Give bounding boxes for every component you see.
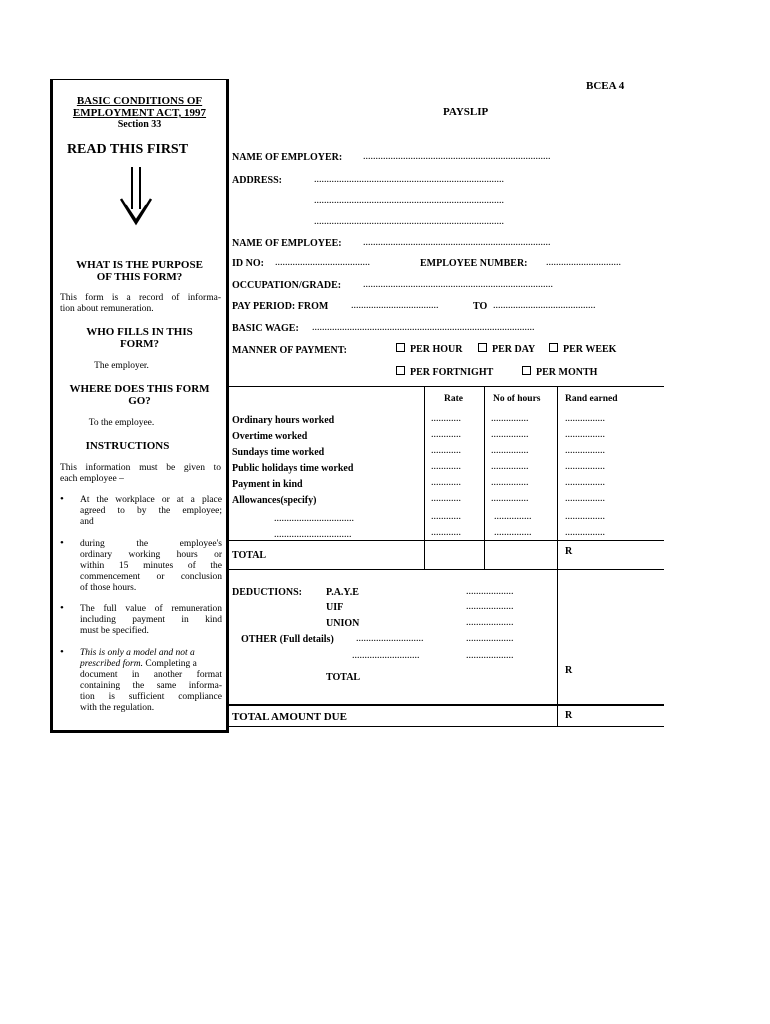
bullet3-line1: The full value of remuneration — [80, 604, 222, 614]
deductions-label: DEDUCTIONS: — [232, 587, 303, 598]
hours-field[interactable]: ............... — [494, 527, 532, 538]
bullet1-line1: At the workplace or at a place — [80, 495, 222, 505]
rate-field[interactable]: ............ — [431, 429, 461, 440]
deduction-other-label: OTHER (Full details) — [241, 634, 334, 645]
hours-field[interactable]: ............... — [491, 477, 529, 488]
rand-field[interactable]: ................ — [565, 477, 605, 488]
hours-field[interactable]: ............... — [491, 461, 529, 472]
manner-of-payment-label: MANNER OF PAYMENT: — [232, 345, 347, 356]
employee-number-field[interactable]: .............................. — [546, 257, 621, 268]
option-per-week-label: PER WEEK — [563, 344, 617, 355]
bullet4-line1: This is only a model and not a — [80, 648, 195, 658]
allowance-field-2[interactable]: ............................... — [274, 529, 352, 540]
rate-field[interactable]: ............ — [431, 527, 461, 538]
purpose-answer-line1: This form is a record of informa- — [60, 293, 221, 303]
earnings-total-label: TOTAL — [232, 550, 267, 561]
hours-field[interactable]: ............... — [491, 429, 529, 440]
deduction-uif-field[interactable]: ................... — [466, 601, 514, 612]
act-title-line1: BASIC CONDITIONS OF — [76, 95, 203, 107]
bullet1-line2: agreed to by the employee; — [80, 506, 222, 516]
occupation-label: OCCUPATION/GRADE: — [232, 280, 342, 291]
checkbox-icon[interactable] — [396, 343, 405, 352]
bullet-icon: • — [60, 602, 64, 614]
bullet-icon: • — [60, 537, 64, 549]
bullet3-line3: must be specified. — [80, 626, 149, 636]
bullet2-line1: during the employee's — [80, 539, 222, 549]
bullet4-line2 — [80, 659, 222, 670]
bullet4-line5: tion is sufficient compliance — [80, 692, 222, 702]
rand-field[interactable]: ................ — [565, 429, 605, 440]
earnings-top-rule — [228, 386, 664, 387]
rate-field[interactable]: ............ — [431, 445, 461, 456]
who-question-line1: WHO FILLS IN THIS — [86, 326, 193, 338]
checkbox-icon[interactable] — [478, 343, 487, 352]
earnings-row-label: Payment in kind — [232, 479, 303, 490]
total-top-rule — [228, 540, 664, 541]
option-per-month[interactable] — [522, 366, 597, 378]
bullet3-line2: including payment in kind — [80, 615, 222, 625]
bullet1-line3: and — [80, 517, 94, 527]
act-section: Section 33 — [117, 119, 162, 130]
instructions-heading: INSTRUCTIONS — [85, 440, 170, 452]
hours-col-rule — [484, 386, 485, 569]
rand-field[interactable]: ................ — [565, 511, 605, 522]
deduction-union-label: UNION — [326, 618, 360, 629]
total-amount-due-currency: R — [565, 710, 573, 721]
rate-col-rule — [424, 386, 425, 569]
pay-period-to-label: TO — [473, 301, 488, 312]
col-rate-header: Rate — [444, 394, 463, 404]
option-per-hour-label: PER HOUR — [410, 344, 463, 355]
deduction-other-amount-2[interactable]: ................... — [466, 650, 514, 661]
id-label: ID NO: — [232, 258, 264, 269]
pay-period-from-field[interactable]: ................................... — [351, 300, 439, 311]
total-amount-due-label: TOTAL AMOUNT DUE — [232, 711, 347, 723]
rand-field[interactable]: ................ — [565, 527, 605, 538]
earnings-total-currency: R — [565, 546, 573, 557]
rand-col-rule — [557, 386, 558, 569]
rate-field[interactable]: ............ — [431, 461, 461, 472]
id-field[interactable]: ...................................... — [275, 257, 370, 268]
rand-field[interactable]: ................ — [565, 413, 605, 424]
hours-field[interactable]: ............... — [491, 413, 529, 424]
allowance-field-1[interactable]: ................................ — [274, 513, 354, 524]
employer-field[interactable]: ........................................................................... — [363, 151, 551, 162]
total-due-top-rule — [228, 704, 664, 706]
bullet4-line3: document in another format — [80, 670, 222, 680]
info-panel — [50, 79, 229, 733]
bullet-icon: • — [60, 493, 64, 505]
address-field-line1[interactable]: ............................................................................ — [314, 174, 504, 185]
deductions-total-currency: R — [565, 665, 573, 676]
basic-wage-label: BASIC WAGE: — [232, 323, 299, 334]
rand-field[interactable]: ................ — [565, 461, 605, 472]
earnings-row-label: Sundays time worked — [232, 447, 325, 458]
option-per-fortnight[interactable] — [396, 366, 493, 378]
employer-label: NAME OF EMPLOYER: — [232, 152, 343, 163]
purpose-question-line1: WHAT IS THE PURPOSE — [76, 259, 203, 271]
rand-field[interactable]: ................ — [565, 445, 605, 456]
hours-field[interactable]: ............... — [494, 511, 532, 522]
basic-wage-field[interactable]: ......................................................................................... — [312, 322, 535, 333]
checkbox-icon[interactable] — [396, 366, 405, 375]
option-per-hour[interactable] — [396, 343, 463, 355]
hours-field[interactable]: ............... — [491, 493, 529, 504]
address-field-line2[interactable]: ............................................................................ — [314, 195, 504, 206]
earnings-row-label: Allowances(specify) — [232, 495, 317, 506]
address-label: ADDRESS: — [232, 175, 283, 186]
double-down-arrow-icon — [119, 165, 153, 229]
deduction-other-amount-1[interactable]: ................... — [466, 633, 514, 644]
occupation-field[interactable]: ............................................................................ — [363, 279, 553, 290]
bullet2-line5: of those hours. — [80, 583, 137, 593]
bullet4-line6: with the regulation. — [80, 703, 155, 713]
instructions-intro-line2: each employee – — [60, 474, 124, 484]
hours-field[interactable]: ............... — [491, 445, 529, 456]
where-answer: To the employee. — [88, 418, 155, 428]
employee-field[interactable]: ........................................................................... — [363, 237, 551, 248]
read-first-heading: READ THIS FIRST — [66, 142, 189, 157]
option-per-day-label: PER DAY — [492, 344, 536, 355]
deduction-other-detail-2[interactable]: ........................... — [352, 650, 420, 661]
form-code: BCEA 4 — [586, 80, 625, 92]
where-question-line1: WHERE DOES THIS FORM — [69, 383, 210, 395]
deductions-total-label: TOTAL — [326, 672, 361, 683]
total-due-bottom-rule — [228, 726, 664, 727]
checkbox-icon[interactable] — [522, 366, 531, 375]
checkbox-icon[interactable] — [549, 343, 558, 352]
purpose-answer-line2: tion about remuneration. — [60, 304, 154, 314]
rate-field[interactable]: ............ — [431, 511, 461, 522]
form-title: PAYSLIP — [443, 106, 489, 118]
col-hours-header: No of hours — [493, 394, 541, 404]
employee-label: NAME OF EMPLOYEE: — [232, 238, 342, 249]
deduction-uif-label: UIF — [326, 602, 344, 613]
bullet-icon: • — [60, 646, 64, 658]
who-question-line2: FORM? — [119, 338, 160, 350]
earnings-row-label: Public holidays time worked — [232, 463, 354, 474]
option-per-day[interactable] — [478, 343, 535, 355]
earnings-row-label: Ordinary hours worked — [232, 415, 335, 426]
rand-field[interactable]: ................ — [565, 493, 605, 504]
option-per-week[interactable] — [549, 343, 616, 355]
bullet2-line4: commencement or conclusion — [80, 572, 222, 582]
option-per-month-label: PER MONTH — [536, 367, 598, 378]
instructions-intro-line1: This information must be given to — [60, 463, 221, 473]
pay-period-label: PAY PERIOD: FROM — [232, 301, 329, 312]
address-field-line3[interactable]: ............................................................................ — [314, 216, 504, 227]
act-title-line2: EMPLOYMENT ACT, 1997 — [72, 107, 207, 119]
bullet4-prescribed: prescribed form. — [80, 659, 143, 669]
col-rand-header: Rand earned — [565, 394, 618, 404]
deduction-paye-field[interactable]: ................... — [466, 586, 514, 597]
rate-field[interactable]: ............ — [431, 477, 461, 488]
bullet2-line3: within 15 minutes of the — [80, 561, 222, 571]
deduction-paye-label: P.A.Y.E — [326, 587, 359, 598]
purpose-question-line2: OF THIS FORM? — [96, 271, 183, 283]
where-question-line2: GO? — [128, 395, 151, 407]
option-per-fortnight-label: PER FORTNIGHT — [410, 367, 494, 378]
bullet2-line2: ordinary working hours or — [80, 550, 222, 560]
rate-field[interactable]: ............ — [431, 493, 461, 504]
deduction-other-detail-1[interactable]: ........................... — [356, 633, 424, 644]
total-bottom-rule — [228, 569, 664, 570]
deduction-union-field[interactable]: ................... — [466, 617, 514, 628]
bullet4-line4: containing the same informa- — [80, 681, 222, 691]
bullet4-completing: Completing a — [142, 659, 197, 669]
pay-period-to-field[interactable]: ......................................... — [493, 300, 596, 311]
employee-number-label: EMPLOYEE NUMBER: — [420, 258, 528, 269]
who-answer: The employer. — [94, 361, 149, 371]
earnings-row-label: Overtime worked — [232, 431, 308, 442]
rate-field[interactable]: ............ — [431, 413, 461, 424]
